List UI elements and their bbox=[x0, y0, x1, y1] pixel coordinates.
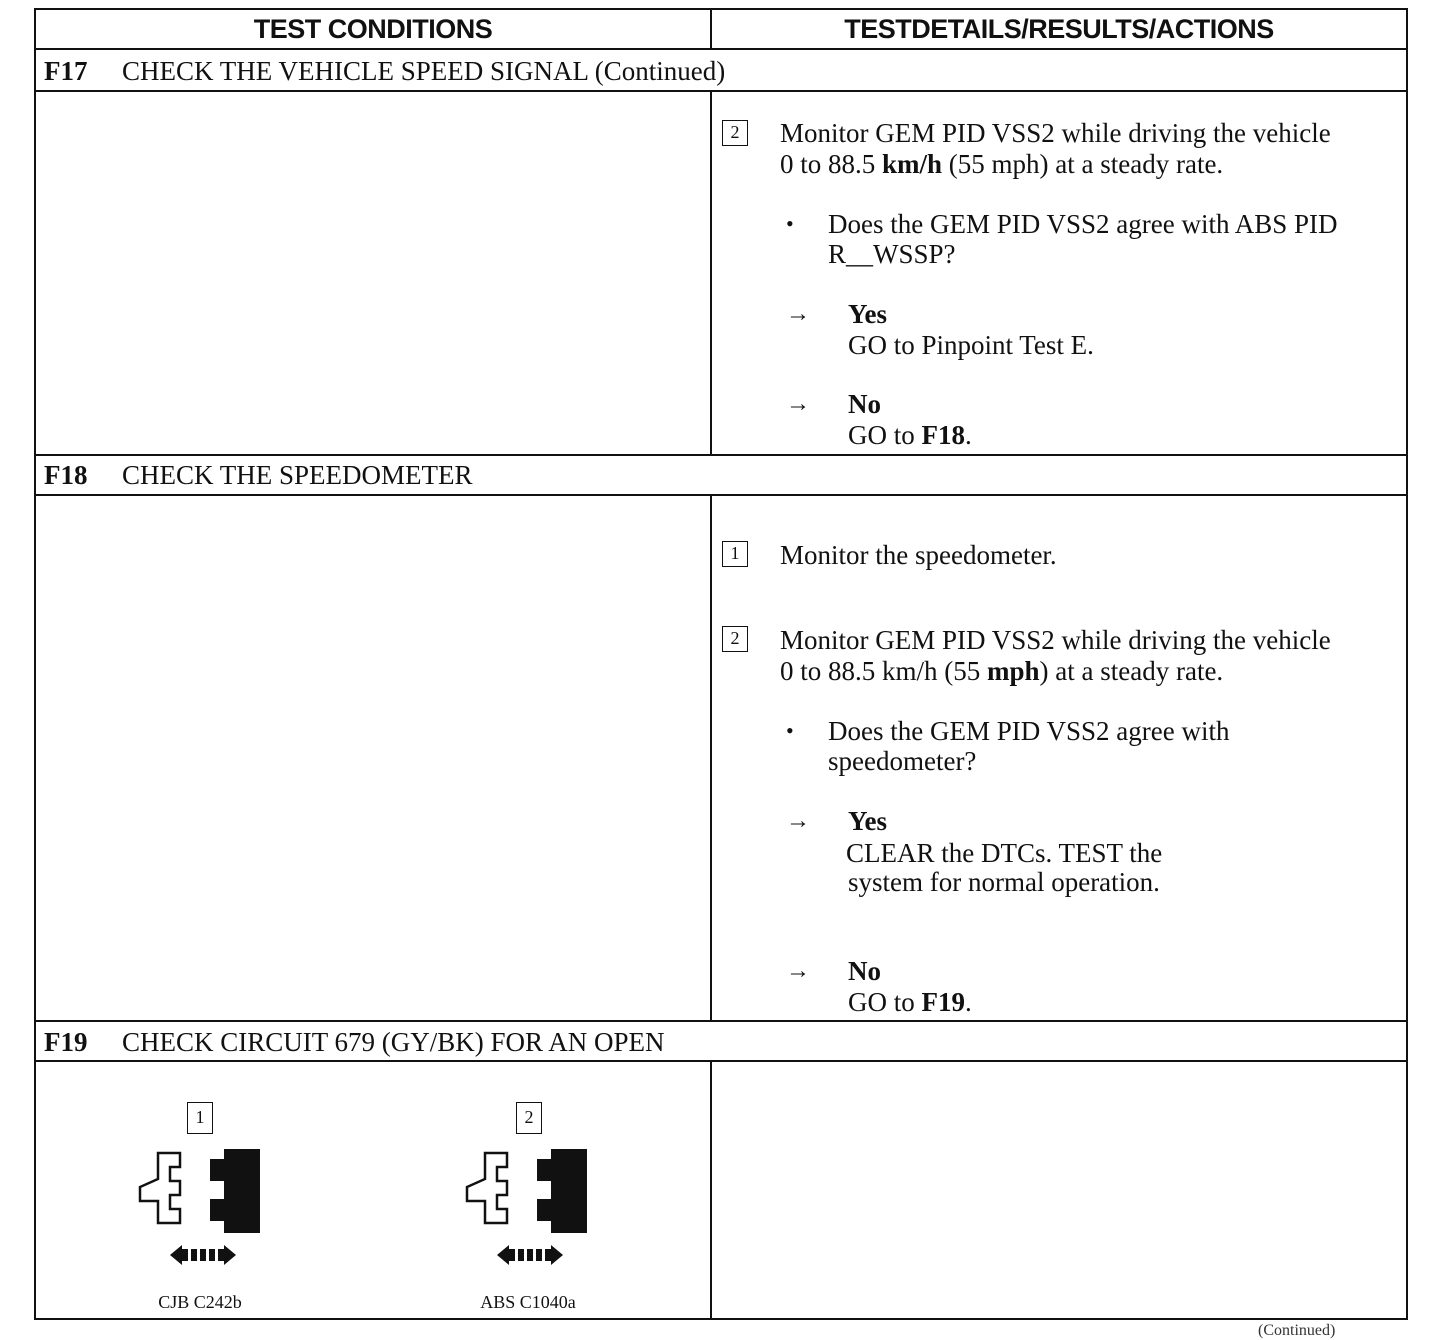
f18-step-2-line1: Monitor GEM PID VSS2 while driving the vehicle bbox=[780, 625, 1331, 655]
f18-question-line2: speedometer? bbox=[828, 746, 977, 776]
f17-title-divider bbox=[34, 90, 1408, 92]
f17-title: CHECK THE VEHICLE SPEED SIGNAL (Continued) bbox=[122, 56, 726, 86]
header-test-conditions: TEST CONDITIONS bbox=[253, 14, 493, 44]
f18-id: F18 bbox=[44, 460, 88, 490]
header-test-details: TESTDETAILS/RESULTS/ACTIONS bbox=[844, 14, 1274, 44]
f17-question-line1: Does the GEM PID VSS2 agree with ABS PID bbox=[828, 209, 1338, 239]
f19-title-divider bbox=[34, 1060, 1408, 1062]
f17-step-2-number: 2 bbox=[722, 120, 748, 146]
f18-title-divider bbox=[34, 494, 1408, 496]
f18-section-title bbox=[44, 458, 473, 492]
f18-step-1-number: 1 bbox=[722, 541, 748, 567]
f19-top-divider bbox=[34, 1020, 1408, 1022]
connector-1-step-number: 1 bbox=[187, 1102, 213, 1134]
continued-note: (Continued) bbox=[1258, 1322, 1336, 1339]
header-divider bbox=[34, 48, 1408, 50]
f17-no-action: GO to F18. bbox=[848, 420, 972, 450]
f18-step-2-line2: 0 to 88.5 km/h (55 mph) at a steady rate. bbox=[780, 656, 1224, 686]
f17-section-title bbox=[44, 54, 725, 88]
arrow-right-icon: → bbox=[786, 391, 810, 417]
f18-yes-line1: CLEAR the DTCs. TEST the bbox=[846, 838, 1163, 868]
f17-step-2-line1: Monitor GEM PID VSS2 while driving the vehicle bbox=[780, 118, 1331, 148]
f17-no-label: No bbox=[848, 389, 881, 419]
f17-question-line2: R__WSSP? bbox=[828, 239, 956, 269]
f18-step-2-number: 2 bbox=[722, 626, 748, 652]
arrow-right-icon: → bbox=[786, 808, 810, 834]
f18-no-label: No bbox=[848, 956, 881, 986]
f17-column-divider bbox=[710, 90, 712, 456]
f18-top-divider bbox=[34, 454, 1408, 456]
f18-question-line1: Does the GEM PID VSS2 agree with bbox=[828, 716, 1230, 746]
f17-id: F17 bbox=[44, 56, 88, 86]
connector-2-step-number: 2 bbox=[516, 1102, 542, 1134]
bullet-icon: • bbox=[786, 718, 794, 743]
f18-no-action: GO to F19. bbox=[848, 987, 972, 1017]
connector-disconnect-icon bbox=[130, 1145, 270, 1270]
f17-yes-label: Yes bbox=[848, 299, 887, 329]
connector-2-label: ABS C1040a bbox=[480, 1292, 576, 1312]
bullet-icon: • bbox=[786, 211, 794, 236]
f19-column-divider bbox=[710, 1060, 712, 1320]
connector-1-label: CJB C242b bbox=[158, 1292, 242, 1312]
arrow-right-icon: → bbox=[786, 958, 810, 984]
connector-disconnect-icon bbox=[457, 1145, 597, 1270]
f19-section-title bbox=[44, 1025, 665, 1059]
f17-step-2-line2: 0 to 88.5 km/h (55 mph) at a steady rate. bbox=[780, 149, 1224, 179]
f18-step-1-text: Monitor the speedometer. bbox=[780, 540, 1057, 570]
f18-yes-label: Yes bbox=[848, 806, 887, 836]
f18-title: CHECK THE SPEEDOMETER bbox=[122, 460, 473, 490]
f18-yes-line2: system for normal operation. bbox=[848, 867, 1160, 897]
f19-id: F19 bbox=[44, 1027, 88, 1057]
f18-column-divider bbox=[710, 494, 712, 1022]
f17-yes-action: GO to Pinpoint Test E. bbox=[848, 330, 1094, 360]
f19-title: CHECK CIRCUIT 679 (GY/BK) FOR AN OPEN bbox=[122, 1027, 665, 1057]
arrow-right-icon: → bbox=[786, 301, 810, 327]
